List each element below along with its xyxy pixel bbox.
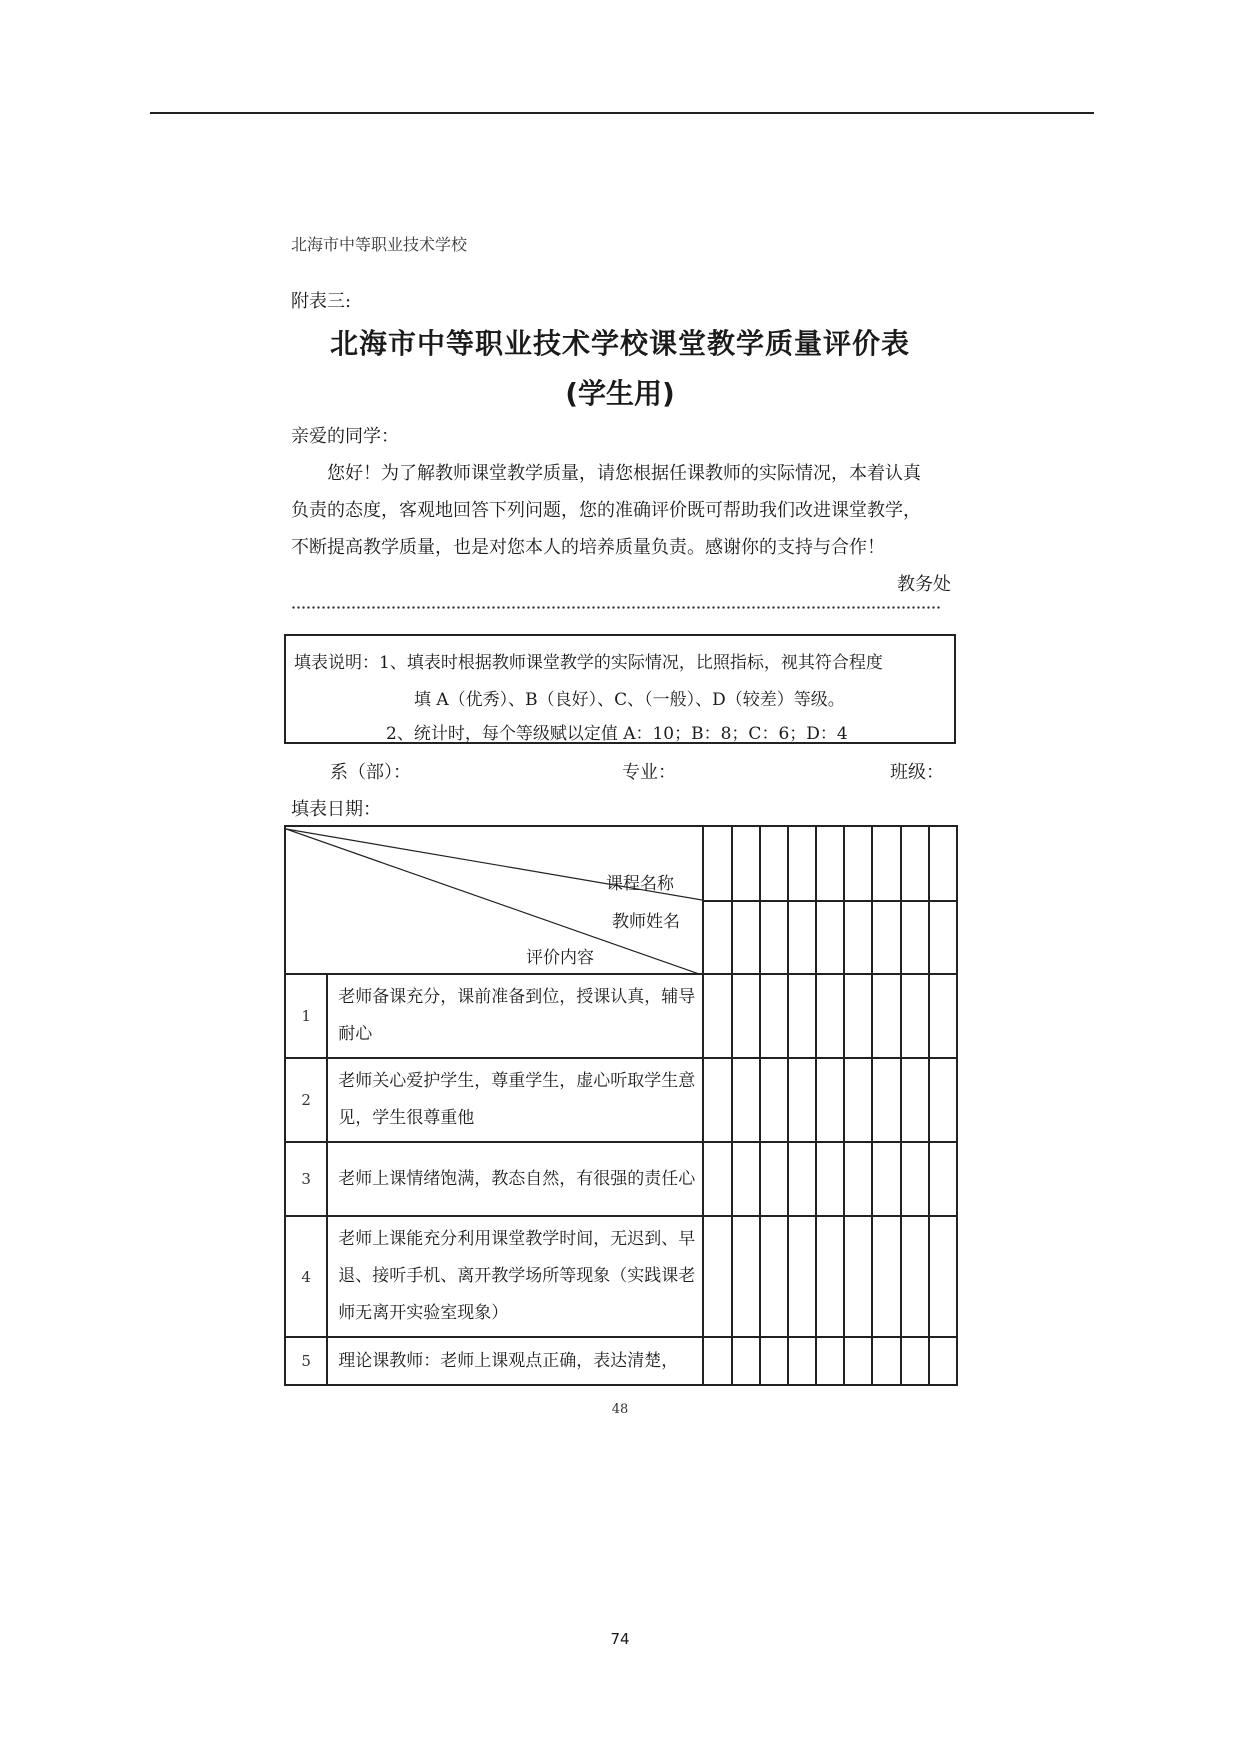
rating-cell[interactable] (788, 1142, 816, 1216)
rating-cell[interactable] (901, 1337, 929, 1385)
dotted-separator (291, 606, 941, 609)
intro-line: 不断提高教学质量，也是对您本人的培养质量负责。感谢你的支持与合作！ (291, 537, 885, 558)
row-number: 2 (285, 1058, 327, 1142)
rating-cell[interactable] (760, 1337, 788, 1385)
rating-cell[interactable] (732, 1058, 760, 1142)
teacher-name-cell[interactable] (844, 901, 872, 974)
course-name-cell[interactable] (901, 826, 929, 901)
appendix-label: 附表三: (291, 291, 352, 312)
course-name-cell[interactable] (929, 826, 957, 901)
rating-cell[interactable] (703, 1142, 731, 1216)
class-field: 班级： (890, 762, 944, 783)
criterion-text: 老师上课能充分利用课堂教学时间，无迟到、早退、接听手机、离开教学场所等现象（实践课老师无离开实验室现象） (327, 1216, 703, 1337)
course-name-cell[interactable] (760, 826, 788, 901)
document-title: 北海市中等职业技术学校课堂教学质量评价表 (329, 327, 910, 360)
rating-cell[interactable] (788, 974, 816, 1058)
rating-cell[interactable] (788, 1216, 816, 1337)
instructions-box (284, 634, 956, 744)
table-row (285, 1337, 957, 1385)
rating-cell[interactable] (732, 1142, 760, 1216)
header-eval-content: 评价内容 (526, 948, 594, 968)
signature: 教务处 (897, 574, 951, 595)
rating-cell[interactable] (844, 1216, 872, 1337)
rating-cell[interactable] (929, 1058, 957, 1142)
rating-cell[interactable] (844, 1058, 872, 1142)
row-number: 4 (285, 1216, 327, 1337)
instruction-line-1: 填表说明：1、填表时根据教师课堂教学的实际情况，比照指标，视其符合程度 (294, 653, 883, 673)
rating-cell[interactable] (872, 1216, 900, 1337)
diagonal-header-cell (285, 826, 703, 974)
table-row (285, 1058, 957, 1142)
document-subtitle: (学生用) (565, 377, 675, 410)
rating-cell[interactable] (901, 1216, 929, 1337)
rating-cell[interactable] (703, 1216, 731, 1337)
teacher-name-cell[interactable] (872, 901, 900, 974)
inner-page-number: 48 (611, 1402, 629, 1417)
course-name-cell[interactable] (872, 826, 900, 901)
teacher-name-cell[interactable] (732, 901, 760, 974)
teacher-name-cell[interactable] (703, 901, 731, 974)
rating-cell[interactable] (703, 974, 731, 1058)
rating-cell[interactable] (703, 1337, 731, 1385)
row-number: 1 (285, 974, 327, 1058)
school-header: 北海市中等职业技术学校 (291, 235, 468, 254)
rating-cell[interactable] (816, 1142, 844, 1216)
criterion-text: 老师关心爱护学生，尊重学生，虚心听取学生意见，学生很尊重他 (327, 1058, 703, 1142)
rating-cell[interactable] (901, 1058, 929, 1142)
rating-cell[interactable] (788, 1337, 816, 1385)
page-number: 74 (610, 1630, 630, 1648)
course-name-cell[interactable] (844, 826, 872, 901)
major-field: 专业： (622, 762, 676, 783)
row-number: 5 (285, 1337, 327, 1385)
top-rule (150, 112, 1094, 114)
rating-cell[interactable] (844, 1337, 872, 1385)
intro-paragraph (291, 455, 956, 566)
rating-cell[interactable] (760, 1216, 788, 1337)
course-name-cell[interactable] (816, 826, 844, 901)
rating-cell[interactable] (732, 974, 760, 1058)
rating-cell[interactable] (844, 974, 872, 1058)
rating-cell[interactable] (760, 1142, 788, 1216)
teacher-name-cell[interactable] (788, 901, 816, 974)
rating-cell[interactable] (929, 1142, 957, 1216)
rating-cell[interactable] (872, 974, 900, 1058)
rating-cell[interactable] (816, 1337, 844, 1385)
teacher-name-cell[interactable] (901, 901, 929, 974)
greeting: 亲爱的同学： (291, 426, 399, 447)
rating-cell[interactable] (816, 1058, 844, 1142)
header-teacher-name: 教师姓名 (612, 912, 680, 932)
rating-cell[interactable] (788, 1058, 816, 1142)
rating-cell[interactable] (732, 1337, 760, 1385)
evaluation-table (284, 825, 958, 1386)
rating-cell[interactable] (872, 1337, 900, 1385)
department-field: 系（部）： (330, 762, 411, 783)
course-name-cell[interactable] (788, 826, 816, 901)
rating-cell[interactable] (901, 1142, 929, 1216)
row-number: 3 (285, 1142, 327, 1216)
rating-cell[interactable] (703, 1058, 731, 1142)
table-row (285, 974, 957, 1058)
teacher-name-cell[interactable] (816, 901, 844, 974)
course-name-cell[interactable] (732, 826, 760, 901)
table-row (285, 1142, 957, 1216)
rating-cell[interactable] (929, 974, 957, 1058)
intro-line: 负责的态度，客观地回答下列问题，您的准确评价既可帮助我们改进课堂教学， (291, 500, 921, 521)
criterion-text: 理论课教师：老师上课观点正确，表达清楚， (327, 1337, 703, 1385)
criterion-text: 老师上课情绪饱满，教态自然，有很强的责任心 (327, 1142, 703, 1216)
rating-cell[interactable] (929, 1337, 957, 1385)
criterion-text: 老师备课充分，课前准备到位，授课认真，辅导耐心 (327, 974, 703, 1058)
teacher-name-cell[interactable] (760, 901, 788, 974)
intro-line: 您好！为了解教师课堂教学质量，请您根据任课教师的实际情况，本着认真 (327, 463, 921, 484)
fill-date-field: 填表日期： (291, 799, 381, 820)
rating-cell[interactable] (872, 1058, 900, 1142)
instruction-line-2: 填 A（优秀）、B（良好）、C、（一般）、D（较差）等级。 (414, 690, 845, 710)
diagonal-lines (286, 827, 702, 975)
rating-cell[interactable] (872, 1142, 900, 1216)
rating-cell[interactable] (732, 1216, 760, 1337)
course-name-cell[interactable] (703, 826, 731, 901)
table-row (285, 1216, 957, 1337)
rating-cell[interactable] (901, 974, 929, 1058)
rating-cell[interactable] (760, 1058, 788, 1142)
instruction-line-3: 2、统计时，每个等级赋以定值 A：10；B：8；C：6；D：4 (386, 724, 848, 744)
rating-cell[interactable] (760, 974, 788, 1058)
rating-cell[interactable] (816, 1216, 844, 1337)
teacher-name-cell[interactable] (929, 901, 957, 974)
rating-cell[interactable] (816, 974, 844, 1058)
rating-cell[interactable] (844, 1142, 872, 1216)
rating-cell[interactable] (929, 1216, 957, 1337)
header-course-name: 课程名称 (606, 874, 674, 894)
